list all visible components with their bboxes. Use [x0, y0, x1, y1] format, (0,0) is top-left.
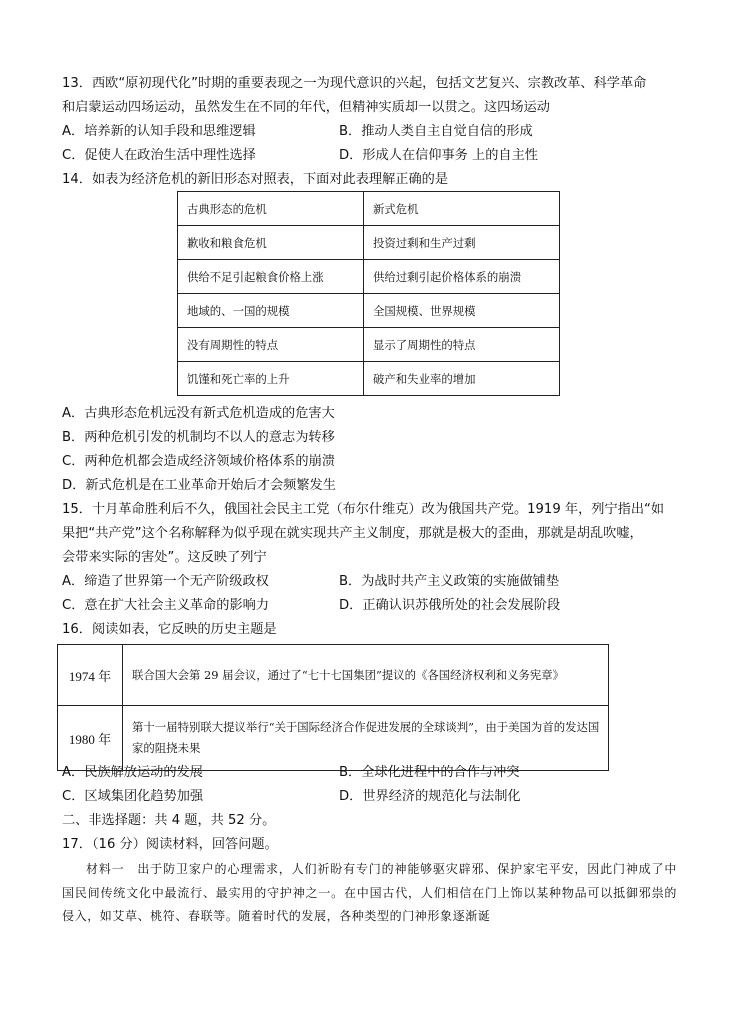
- q13-options-row2: [62, 146, 682, 166]
- q16-option-a: A．民族解放运动的发展: [62, 765, 203, 780]
- q13-option-b: B．推动人类自主自觉自信的形成: [339, 124, 533, 139]
- q17-stem: 17．（16 分）阅读材料，回答问题。: [62, 837, 278, 852]
- table-cell: 显示了周期性的特点: [364, 328, 560, 362]
- table-cell-text: 第十一届特别联大提议举行“关于国际经济合作促进发展的全球谈判”，由于美国为首的发达国家的阻挠未果: [123, 706, 609, 771]
- table-cell: 全国规模、世界规模: [364, 294, 560, 328]
- table-row: [58, 706, 609, 771]
- q14-stem: 14．如表为经济危机的新旧形态对照表，下面对此表理解正确的是: [62, 172, 449, 187]
- table-cell: 歉收和粮食危机: [178, 226, 364, 260]
- table-row: [178, 260, 560, 294]
- table-cell-year: 1974 年: [58, 645, 123, 706]
- table-cell: 没有周期性的特点: [178, 328, 364, 362]
- table-cell: 饥馑和死亡率的上升: [178, 362, 364, 396]
- q17-material-one: 材料一 出于防卫家户的心理需求，人们祈盼有专门的神能够驱灾辟邪、保护家宅平安，因此门神成了中国民间传统文化中最流行、最实用的守护神之一。在中国古代，人们相信在门上饰以某种物品可以抵御邪祟的侵入，如艾草、桃符、春联等。随着时代的发展，各种类型的门神形象逐渐诞: [62, 862, 677, 923]
- q14-option-a: A．古典形态危机远没有新式危机造成的危害大: [62, 406, 335, 421]
- table-cell: 地域的、一国的规模: [178, 294, 364, 328]
- q16-history-table: [57, 644, 609, 771]
- q14-option-d: D．新式危机是在工业革命开始后才会频繁发生: [62, 478, 336, 493]
- section-heading: 二、非选择题：共 4 题，共 52 分。: [62, 813, 276, 828]
- q15-options-row1: [62, 572, 682, 592]
- table-row: [58, 645, 609, 706]
- q13-stem-line1: 13．西欧“原初现代化”时期的重要表现之一为现代意识的兴起，包括文艺复兴、宗教改革、科学革命: [62, 76, 647, 91]
- table-row: [178, 226, 560, 260]
- q13-options-row1: [62, 122, 682, 142]
- q15-option-a: A．缔造了世界第一个无产阶级政权: [62, 574, 269, 589]
- q16-options-row1: [62, 763, 682, 783]
- q13-option-c: C．促使人在政治生活中理性选择: [62, 148, 256, 163]
- table-cell: 投资过剩和生产过剩: [364, 226, 560, 260]
- q16-options-row2: [62, 787, 682, 807]
- q15-option-b: B．为战时共产主义政策的实施做铺垫: [339, 574, 560, 589]
- q15-stem-line3: 会带来实际的害处”。这反映了列宁: [62, 550, 267, 565]
- table-row: [178, 328, 560, 362]
- table-cell: 古典形态的危机: [178, 192, 364, 226]
- q14-option-c: C．两种危机都会造成经济领域价格体系的崩溃: [62, 454, 335, 469]
- table-row: [178, 362, 560, 396]
- table-cell: 新式危机: [364, 192, 560, 226]
- table-cell-year: 1980 年: [58, 706, 123, 771]
- q15-stem-line1: 15．十月革命胜利后不久，俄国社会民主工党（布尔什维克）改为俄国共产党。1919 年，列宁指出“如: [62, 502, 665, 517]
- table-cell-text: 联合国大会第 29 届会议，通过了“七十七国集团”提议的《各国经济权利和义务宪章》: [123, 645, 609, 706]
- q14-crisis-table: [177, 191, 560, 396]
- table-cell: 破产和失业率的增加: [364, 362, 560, 396]
- q13-option-d: D．形成人在信仰事务 上的自主性: [339, 148, 538, 163]
- q13-stem-line2: 和启蒙运动四场运动，虽然发生在不同的年代，但精神实质却一以贯之。这四场运动: [62, 100, 550, 115]
- q14-option-b: B．两种危机引发的机制均不以人的意志为转移: [62, 430, 335, 445]
- q16-option-b: B．全球化进程中的合作与冲突: [339, 765, 520, 780]
- q16-option-c: C．区域集团化趋势加强: [62, 789, 204, 804]
- table-cell: 供给过剩引起价格体系的崩溃: [364, 260, 560, 294]
- q15-option-d: D．正确认识苏俄所处的社会发展阶段: [339, 598, 561, 613]
- q15-stem-line2: 果把“共产党”这个名称解释为似乎现在就实现共产主义制度，那就是极大的歪曲，那就是胡乱吹嘘，: [62, 526, 643, 541]
- q13-option-a: A．培养新的认知手段和思维逻辑: [62, 124, 256, 139]
- q15-options-row2: [62, 596, 682, 616]
- table-row: [178, 294, 560, 328]
- table-cell: 供给不足引起粮食价格上涨: [178, 260, 364, 294]
- q16-stem: 16．阅读如表，它反映的历史主题是: [62, 622, 277, 637]
- q16-option-d: D．世界经济的规范化与法制化: [339, 789, 521, 804]
- table-row: [178, 192, 560, 226]
- q15-option-c: C．意在扩大社会主义革命的影响力: [62, 598, 270, 613]
